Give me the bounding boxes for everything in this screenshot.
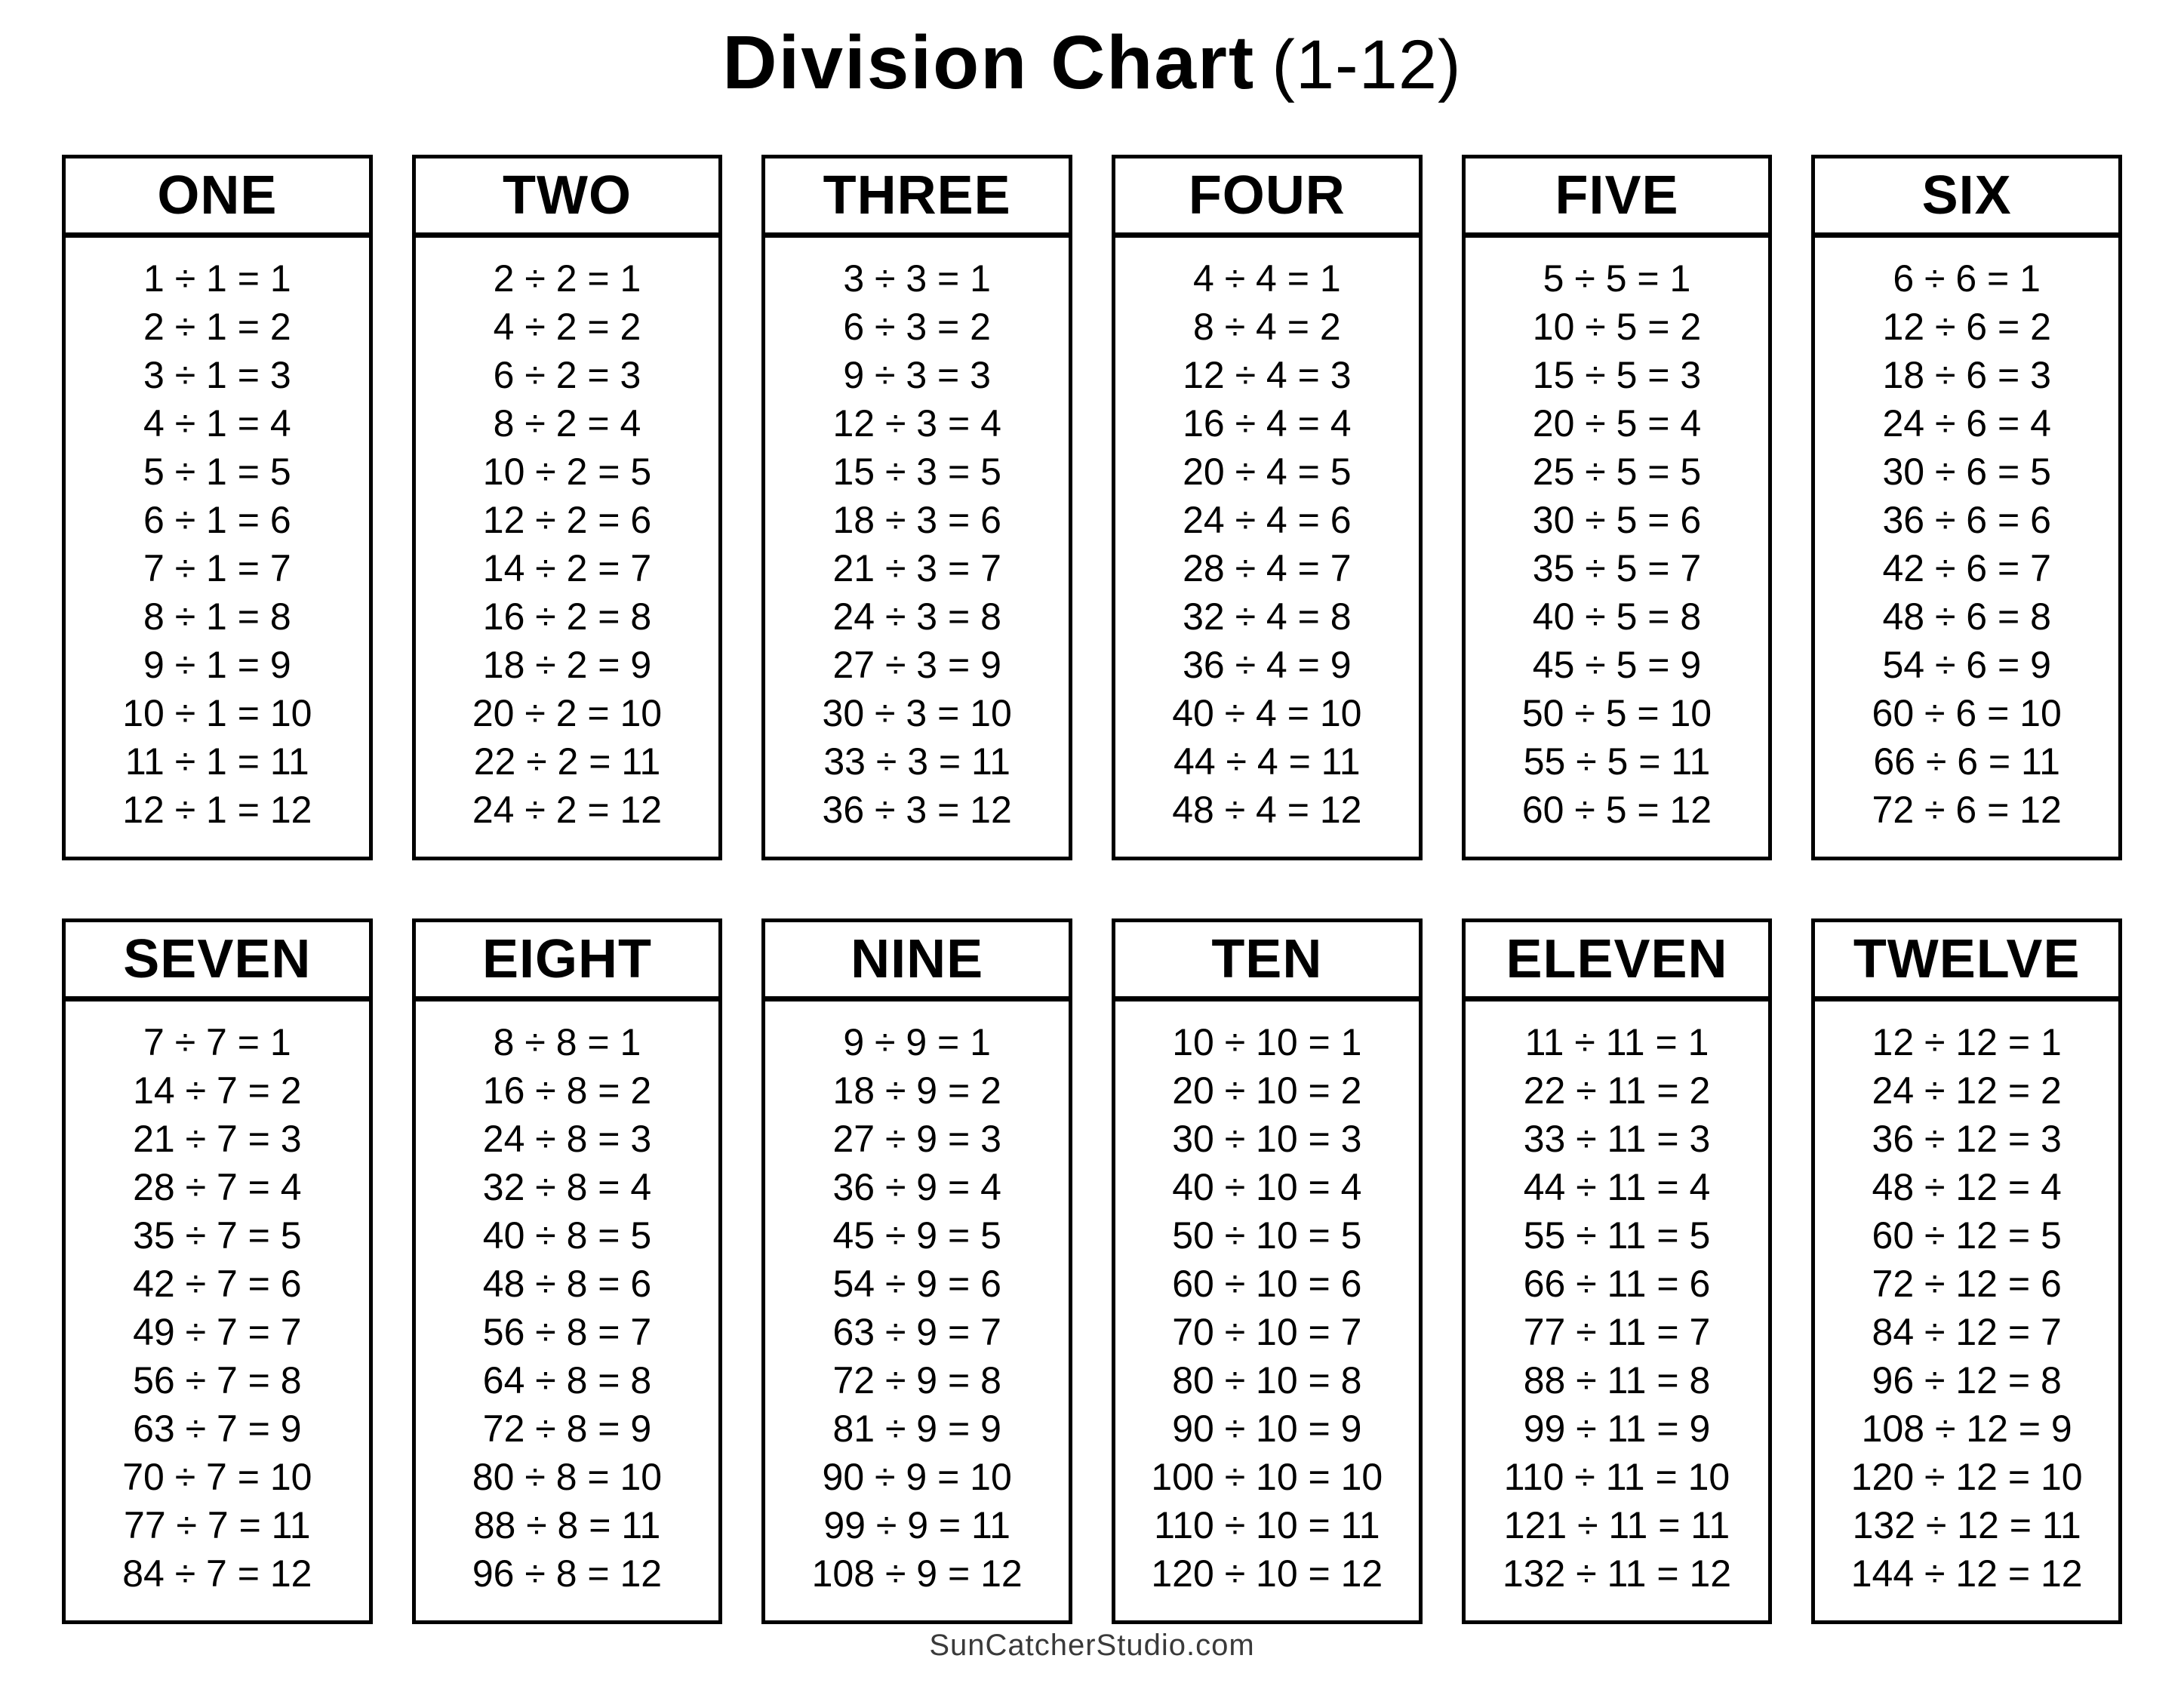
equation-row: 35 ÷ 5 = 7 — [1532, 547, 1702, 589]
division-table — [62, 155, 373, 860]
equation-row: 20 ÷ 10 = 2 — [1172, 1069, 1362, 1112]
equation-row: 18 ÷ 3 = 6 — [832, 499, 1001, 541]
equation-row: 132 ÷ 11 = 12 — [1502, 1552, 1732, 1595]
equation-row: 45 ÷ 5 = 9 — [1532, 644, 1702, 686]
equation-row: 49 ÷ 7 = 7 — [133, 1311, 302, 1353]
equation-row: 10 ÷ 5 = 2 — [1532, 306, 1702, 348]
equation-row: 144 ÷ 12 = 12 — [1850, 1552, 2083, 1595]
equation-row: 12 ÷ 6 = 2 — [1882, 306, 2051, 348]
division-table — [761, 918, 1072, 1624]
equation-row: 1 ÷ 1 = 1 — [143, 257, 291, 300]
equation-row: 25 ÷ 5 = 5 — [1532, 451, 1702, 493]
equation-row: 9 ÷ 3 = 3 — [843, 354, 991, 396]
equation-row: 14 ÷ 2 = 7 — [482, 547, 652, 589]
equation-row: 27 ÷ 3 = 9 — [832, 644, 1001, 686]
equation-row: 54 ÷ 9 = 6 — [832, 1263, 1001, 1305]
equation-row: 18 ÷ 9 = 2 — [832, 1069, 1001, 1112]
equation-row: 66 ÷ 6 = 11 — [1873, 740, 2060, 783]
table-title: ELEVEN — [1506, 929, 1728, 989]
equation-row: 60 ÷ 5 = 12 — [1521, 789, 1712, 831]
equation-row: 28 ÷ 7 = 4 — [133, 1166, 302, 1208]
equation-row: 36 ÷ 6 = 6 — [1882, 499, 2051, 541]
equation-row: 100 ÷ 10 = 10 — [1151, 1456, 1383, 1498]
equation-row: 36 ÷ 4 = 9 — [1183, 644, 1352, 686]
equation-row: 110 ÷ 10 = 11 — [1154, 1504, 1380, 1546]
page-title — [0, 21, 2184, 122]
equation-row: 72 ÷ 12 = 6 — [1872, 1263, 2062, 1305]
equation-row: 32 ÷ 8 = 4 — [482, 1166, 652, 1208]
equation-row: 12 ÷ 2 = 6 — [482, 499, 652, 541]
equation-row: 36 ÷ 9 = 4 — [832, 1166, 1001, 1208]
table-header — [66, 922, 369, 1001]
equation-row: 8 ÷ 4 = 2 — [1193, 306, 1341, 348]
table-header — [1115, 922, 1419, 1001]
table-title: TEN — [1211, 929, 1323, 989]
equation-row: 84 ÷ 7 = 12 — [122, 1552, 312, 1595]
equation-row: 15 ÷ 3 = 5 — [832, 451, 1001, 493]
equation-row: 88 ÷ 8 = 11 — [473, 1504, 661, 1546]
equation-row: 32 ÷ 4 = 8 — [1183, 595, 1352, 638]
table-body — [1115, 238, 1419, 834]
equation-row: 108 ÷ 12 = 9 — [1861, 1408, 2072, 1450]
equation-row: 72 ÷ 6 = 12 — [1872, 789, 2062, 831]
equation-row: 35 ÷ 7 = 5 — [133, 1214, 302, 1257]
equation-row: 33 ÷ 11 = 3 — [1523, 1118, 1711, 1160]
equation-row: 77 ÷ 11 = 7 — [1523, 1311, 1711, 1353]
equation-row: 24 ÷ 6 = 4 — [1882, 402, 2051, 445]
equation-row: 9 ÷ 9 = 1 — [843, 1021, 991, 1063]
equation-row: 24 ÷ 4 = 6 — [1183, 499, 1352, 541]
equation-row: 55 ÷ 11 = 5 — [1523, 1214, 1711, 1257]
equation-row: 120 ÷ 10 = 12 — [1151, 1552, 1383, 1595]
equation-row: 6 ÷ 3 = 2 — [843, 306, 991, 348]
table-header — [765, 158, 1069, 238]
equation-row: 96 ÷ 8 = 12 — [472, 1552, 663, 1595]
equation-row: 42 ÷ 6 = 7 — [1882, 547, 2051, 589]
equation-row: 72 ÷ 8 = 9 — [482, 1408, 652, 1450]
equation-row: 48 ÷ 4 = 12 — [1172, 789, 1362, 831]
equation-row: 44 ÷ 11 = 4 — [1523, 1166, 1711, 1208]
equation-row: 120 ÷ 12 = 10 — [1850, 1456, 2083, 1498]
equation-row: 11 ÷ 11 = 1 — [1524, 1021, 1709, 1063]
equation-row: 56 ÷ 8 = 7 — [482, 1311, 652, 1353]
equation-row: 15 ÷ 5 = 3 — [1532, 354, 1702, 396]
footer-site: SunCatcherStudio.com — [929, 1629, 1255, 1662]
equation-row: 10 ÷ 2 = 5 — [482, 451, 652, 493]
equation-row: 9 ÷ 1 = 9 — [143, 644, 291, 686]
equation-row: 33 ÷ 3 = 11 — [823, 740, 1010, 783]
division-table — [1811, 918, 2122, 1624]
equation-row: 20 ÷ 4 = 5 — [1183, 451, 1352, 493]
equation-row: 36 ÷ 3 = 12 — [822, 789, 1012, 831]
equation-row: 81 ÷ 9 = 9 — [832, 1408, 1001, 1450]
equation-row: 14 ÷ 7 = 2 — [133, 1069, 302, 1112]
page-title-range: (1-12) — [1272, 26, 1462, 103]
table-header — [1466, 922, 1769, 1001]
equation-row: 8 ÷ 8 = 1 — [493, 1021, 641, 1063]
equation-row: 48 ÷ 12 = 4 — [1872, 1166, 2062, 1208]
division-table — [1112, 918, 1423, 1624]
equation-row: 60 ÷ 6 = 10 — [1872, 692, 2062, 734]
equation-row: 77 ÷ 7 = 11 — [124, 1504, 311, 1546]
equation-row: 44 ÷ 4 = 11 — [1174, 740, 1361, 783]
equation-row: 2 ÷ 2 = 1 — [493, 257, 641, 300]
equation-row: 30 ÷ 3 = 10 — [822, 692, 1012, 734]
equation-row: 36 ÷ 12 = 3 — [1872, 1118, 2062, 1160]
equation-row: 45 ÷ 9 = 5 — [832, 1214, 1001, 1257]
table-header — [416, 922, 719, 1001]
equation-row: 63 ÷ 7 = 9 — [133, 1408, 302, 1450]
equation-row: 3 ÷ 1 = 3 — [143, 354, 291, 396]
equation-row: 48 ÷ 8 = 6 — [482, 1263, 652, 1305]
equation-row: 80 ÷ 8 = 10 — [472, 1456, 663, 1498]
table-header — [1815, 158, 2118, 238]
equation-row: 12 ÷ 12 = 1 — [1872, 1021, 2062, 1063]
equation-row: 40 ÷ 10 = 4 — [1172, 1166, 1362, 1208]
equation-row: 22 ÷ 2 = 11 — [473, 740, 661, 783]
equation-row: 66 ÷ 11 = 6 — [1523, 1263, 1711, 1305]
table-title: TWO — [503, 165, 632, 226]
equation-row: 24 ÷ 12 = 2 — [1872, 1069, 2062, 1112]
table-title: SIX — [1921, 165, 2012, 226]
equation-row: 18 ÷ 2 = 9 — [482, 644, 652, 686]
table-title: SEVEN — [123, 929, 312, 989]
table-title: FIVE — [1555, 165, 1679, 226]
equation-row: 30 ÷ 5 = 6 — [1532, 499, 1702, 541]
equation-row: 12 ÷ 4 = 3 — [1183, 354, 1352, 396]
equation-row: 121 ÷ 11 = 11 — [1503, 1504, 1730, 1546]
table-body — [416, 1001, 719, 1598]
equation-row: 8 ÷ 2 = 4 — [493, 402, 641, 445]
equation-row: 88 ÷ 11 = 8 — [1523, 1359, 1711, 1401]
equation-row: 64 ÷ 8 = 8 — [482, 1359, 652, 1401]
division-table — [62, 918, 373, 1624]
equation-row: 4 ÷ 4 = 1 — [1193, 257, 1341, 300]
equation-row: 11 ÷ 1 = 11 — [125, 740, 309, 783]
equation-row: 16 ÷ 8 = 2 — [482, 1069, 652, 1112]
table-header — [1115, 158, 1419, 238]
equation-row: 8 ÷ 1 = 8 — [143, 595, 291, 638]
equation-row: 10 ÷ 1 = 10 — [122, 692, 312, 734]
equation-row: 108 ÷ 9 = 12 — [811, 1552, 1023, 1595]
division-table — [761, 155, 1072, 860]
table-title: TWELVE — [1853, 929, 2081, 989]
equation-row: 50 ÷ 10 = 5 — [1172, 1214, 1362, 1257]
equation-row: 72 ÷ 9 = 8 — [832, 1359, 1001, 1401]
division-table — [412, 918, 723, 1624]
equation-row: 24 ÷ 2 = 12 — [472, 789, 663, 831]
table-header — [1466, 158, 1769, 238]
table-body — [1115, 1001, 1419, 1598]
equation-row: 21 ÷ 7 = 3 — [133, 1118, 302, 1160]
equation-row: 16 ÷ 2 = 8 — [482, 595, 652, 638]
equation-row: 4 ÷ 1 = 4 — [143, 402, 291, 445]
equation-row: 30 ÷ 10 = 3 — [1172, 1118, 1362, 1160]
equation-row: 99 ÷ 11 = 9 — [1523, 1408, 1711, 1450]
equation-row: 70 ÷ 10 = 7 — [1172, 1311, 1362, 1353]
equation-row: 2 ÷ 1 = 2 — [143, 306, 291, 348]
equation-row: 132 ÷ 12 = 11 — [1852, 1504, 2081, 1546]
division-table — [1462, 918, 1773, 1624]
equation-row: 40 ÷ 8 = 5 — [482, 1214, 652, 1257]
equation-row: 40 ÷ 5 = 8 — [1532, 595, 1702, 638]
equation-row: 18 ÷ 6 = 3 — [1882, 354, 2051, 396]
equation-row: 6 ÷ 1 = 6 — [143, 499, 291, 541]
table-title: FOUR — [1188, 165, 1346, 226]
equation-row: 5 ÷ 5 = 1 — [1543, 257, 1691, 300]
equation-row: 12 ÷ 1 = 12 — [122, 789, 312, 831]
table-title: EIGHT — [481, 929, 652, 989]
equation-row: 12 ÷ 3 = 4 — [832, 402, 1001, 445]
equation-row: 80 ÷ 10 = 8 — [1172, 1359, 1362, 1401]
division-table — [1462, 155, 1773, 860]
equation-row: 21 ÷ 3 = 7 — [832, 547, 1001, 589]
table-body — [66, 238, 369, 834]
division-table — [412, 155, 723, 860]
table-header — [66, 158, 369, 238]
equation-row: 90 ÷ 10 = 9 — [1172, 1408, 1362, 1450]
equation-row: 3 ÷ 3 = 1 — [843, 257, 991, 300]
table-title: THREE — [823, 165, 1011, 226]
table-title: NINE — [851, 929, 984, 989]
equation-row: 55 ÷ 5 = 11 — [1523, 740, 1711, 783]
equation-row: 54 ÷ 6 = 9 — [1882, 644, 2051, 686]
equation-row: 6 ÷ 6 = 1 — [1893, 257, 2041, 300]
table-body — [1815, 238, 2118, 834]
equation-row: 20 ÷ 5 = 4 — [1532, 402, 1702, 445]
equation-row: 63 ÷ 9 = 7 — [832, 1311, 1001, 1353]
table-header — [1815, 922, 2118, 1001]
equation-row: 5 ÷ 1 = 5 — [143, 451, 291, 493]
equation-row: 96 ÷ 12 = 8 — [1872, 1359, 2062, 1401]
table-body — [416, 238, 719, 834]
equation-row: 110 ÷ 11 = 10 — [1503, 1456, 1730, 1498]
equation-row: 50 ÷ 5 = 10 — [1521, 692, 1712, 734]
equation-row: 90 ÷ 9 = 10 — [822, 1456, 1012, 1498]
equation-row: 20 ÷ 2 = 10 — [472, 692, 663, 734]
table-body — [1466, 238, 1769, 834]
table-body — [765, 238, 1069, 834]
equation-row: 40 ÷ 4 = 10 — [1172, 692, 1362, 734]
table-body — [765, 1001, 1069, 1598]
equation-row: 10 ÷ 10 = 1 — [1172, 1021, 1362, 1063]
equation-row: 56 ÷ 7 = 8 — [133, 1359, 302, 1401]
equation-row: 30 ÷ 6 = 5 — [1882, 451, 2051, 493]
table-title: ONE — [157, 165, 278, 226]
table-header — [416, 158, 719, 238]
equation-row: 24 ÷ 3 = 8 — [832, 595, 1001, 638]
equation-row: 22 ÷ 11 = 2 — [1523, 1069, 1711, 1112]
table-body — [1815, 1001, 2118, 1598]
equation-row: 4 ÷ 2 = 2 — [493, 306, 641, 348]
equation-row: 6 ÷ 2 = 3 — [493, 354, 641, 396]
equation-row: 16 ÷ 4 = 4 — [1183, 402, 1352, 445]
equation-row: 84 ÷ 12 = 7 — [1872, 1311, 2062, 1353]
equation-row: 60 ÷ 10 = 6 — [1172, 1263, 1362, 1305]
equation-row: 7 ÷ 7 = 1 — [143, 1021, 291, 1063]
equation-row: 48 ÷ 6 = 8 — [1882, 595, 2051, 638]
table-body — [1466, 1001, 1769, 1598]
equation-row: 27 ÷ 9 = 3 — [832, 1118, 1001, 1160]
division-table — [1112, 155, 1423, 860]
equation-row: 7 ÷ 1 = 7 — [143, 547, 291, 589]
tables-grid — [62, 155, 2122, 1624]
page-title-main: Division Chart — [722, 20, 1256, 105]
equation-row: 60 ÷ 12 = 5 — [1872, 1214, 2062, 1257]
equation-row: 24 ÷ 8 = 3 — [482, 1118, 652, 1160]
division-table — [1811, 155, 2122, 860]
equation-row: 28 ÷ 4 = 7 — [1183, 547, 1352, 589]
equation-row: 42 ÷ 7 = 6 — [133, 1263, 302, 1305]
table-header — [765, 922, 1069, 1001]
equation-row: 70 ÷ 7 = 10 — [122, 1456, 312, 1498]
equation-row: 99 ÷ 9 = 11 — [823, 1504, 1010, 1546]
table-body — [66, 1001, 369, 1598]
